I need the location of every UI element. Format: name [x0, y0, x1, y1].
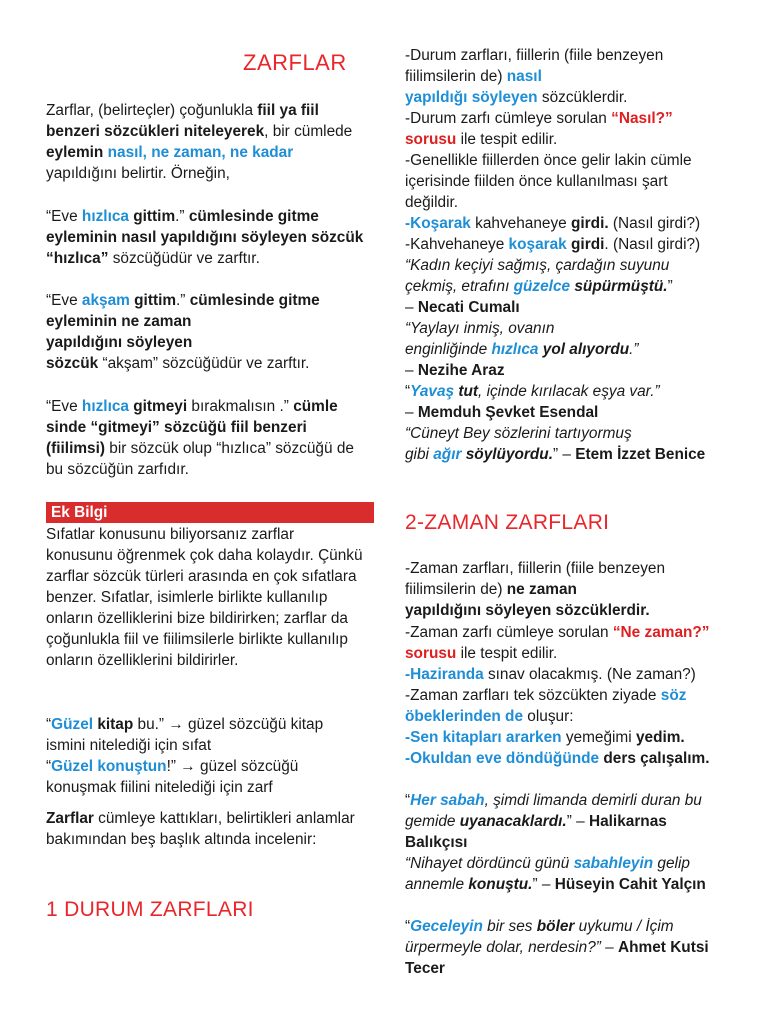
text-line: [46, 290, 364, 332]
text-segment: Ahmet Kutsi Tecer: [405, 939, 709, 977]
text-segment: oluşur:: [523, 708, 574, 725]
text-line: [405, 685, 723, 727]
text-segment: cümle sinde “gitmeyi” sözcüğü fiil benzeri (fiilimsi): [46, 398, 338, 457]
text-segment: “akşam” sözcüğüdür ve zarftır.: [98, 355, 310, 372]
text-segment: ” –: [532, 876, 555, 893]
quote-3: [405, 381, 723, 402]
text-segment: Hüseyin Cahit Yalçın: [554, 876, 706, 893]
text-line: [405, 664, 723, 685]
text-segment: hızlıca: [81, 398, 129, 415]
ek-bilgi-text: [46, 524, 364, 671]
text-segment: ile tespit edilir.: [456, 131, 558, 148]
text-segment: Her sabah: [410, 792, 485, 809]
example-3: [46, 396, 364, 480]
text-line: [405, 790, 723, 853]
quote-1: [405, 255, 723, 297]
text-line: [405, 727, 723, 748]
text-segment: , bir cümlede: [264, 123, 353, 140]
text-segment: yapıldığını söyleyen sözcüklerdir.: [405, 602, 650, 619]
text-segment: yol alıyordu: [542, 341, 630, 358]
text-segment: akşam: [81, 292, 130, 309]
text-segment: nasıl, ne zaman, ne kadar: [107, 144, 294, 161]
text-segment: konuştu.: [468, 876, 533, 893]
text-segment: -Zaman zarfları tek sözcükten ziyade: [405, 687, 661, 704]
text-line: [46, 714, 364, 756]
text-segment: enginliğinde: [405, 341, 492, 358]
text-segment: tut: [458, 383, 479, 400]
durum-ornek-2: [405, 234, 723, 255]
text-line: [405, 916, 723, 979]
text-segment: “: [405, 383, 411, 400]
text-segment: ne zaman: [506, 581, 577, 598]
text-segment: yapıldığı söyleyen: [405, 89, 538, 106]
text-segment: Yavaş: [410, 383, 455, 400]
text-segment: -Genellikle fiillerden önce gelir lakin cümle içerisinde fiilden önce kullanılması şart değildir.: [405, 152, 692, 211]
text-segment: Güzel: [51, 758, 94, 775]
text-line: [405, 297, 723, 318]
text-segment: kitap: [97, 716, 134, 733]
text-segment: nasıl: [506, 68, 542, 85]
text-line: [405, 423, 723, 444]
text-segment: sözcüklerdir.: [537, 89, 628, 106]
zaman-def-2: [405, 600, 723, 621]
closing-paragraph: [46, 808, 364, 850]
text-segment: Zarflar: [46, 810, 94, 827]
text-line: [405, 234, 723, 255]
text-segment: sözcük: [46, 355, 99, 372]
text-segment: “Eve: [46, 398, 82, 415]
text-segment: . (Nasıl girdi?): [604, 236, 701, 253]
text-segment: .”: [175, 208, 189, 225]
text-line: [405, 108, 723, 150]
text-segment: -Okuldan eve döndüğünde: [405, 750, 600, 767]
text-segment: “Nihayet dördüncü günü: [405, 855, 574, 872]
text-segment: söylüyordu.: [465, 446, 553, 463]
durum-def: [405, 45, 723, 87]
text-segment: .”: [629, 341, 639, 358]
text-line: [405, 748, 723, 769]
text-segment: “: [405, 918, 411, 935]
text-segment: “: [46, 716, 52, 733]
text-segment: Sıfatlar konusunu biliyorsanız zarflar konusunu öğrenmek çok daha kolaydır. Çünkü zarflar sözcük türleri arasında en çok sıfatlara benzer. Sıfatlar, isimlerle birlikte kullanılıp onların özelliklerini bize bildirirken; zarflar da çoğunlukla fiil ve fiilimsilerle birlikte kullanılıp onların özelliklerini bildirirler.: [46, 526, 363, 669]
quote-2-line2: [405, 339, 723, 360]
text-line: [405, 87, 723, 108]
text-segment: !” → güzel sözcüğü konuşmak fiilini nitelediği için zarf: [46, 758, 299, 796]
text-segment: -Koşarak: [405, 215, 471, 232]
text-line: [46, 756, 364, 798]
example-2: [46, 290, 364, 332]
text-segment: bu.” → güzel sözcüğü kitap ismini nitelediği için sıfat: [46, 716, 324, 754]
text-line: [405, 402, 723, 423]
note-sifat: [46, 714, 364, 756]
text-segment: -Durum zarfları, fiillerin (fiile benzeyen fiilimsilerin de): [405, 47, 664, 85]
text-segment: “Nasıl?” sorusu: [405, 110, 673, 148]
text-segment: ”: [667, 278, 673, 295]
durum-ornek-1: [405, 213, 723, 234]
text-segment: yapıldığını belirtir. Örneğin,: [46, 165, 230, 182]
text-segment: yemeğimi: [561, 729, 636, 746]
text-segment: –: [405, 299, 418, 316]
example-1: [46, 206, 364, 269]
text-segment: ders çalışalım.: [603, 750, 710, 767]
text-line: [405, 255, 723, 297]
example-2-line2: [46, 332, 364, 353]
text-segment: Halikarnas Balıkçısı: [405, 813, 667, 851]
quote-5: [405, 790, 723, 853]
text-line: [46, 206, 364, 269]
example-2-line3: [46, 353, 364, 374]
text-segment: gelip annemle: [405, 855, 690, 893]
text-segment: fiil ya fiil benzeri sözcükleri niteleyerek: [46, 102, 319, 140]
durum-def-2: [405, 87, 723, 108]
zaman-ornek-2: [405, 727, 723, 748]
text-line: [405, 339, 723, 360]
author-1: [405, 297, 723, 318]
zaman-ornek-1: [405, 664, 723, 685]
text-segment: girdi.: [571, 215, 609, 232]
text-segment: gibi: [405, 446, 434, 463]
text-line: [405, 381, 723, 402]
ek-bilgi-bar: Ek Bilgi: [46, 502, 374, 523]
text-segment: -Zaman zarfları, fiillerin (fiile benzeyen fiilimsilerin de): [405, 560, 666, 598]
text-segment: gitmeyi: [133, 398, 188, 415]
text-segment: konuştun: [97, 758, 167, 775]
text-segment: Güzel: [51, 716, 94, 733]
text-segment: .”: [176, 292, 190, 309]
text-segment: cümlesinde gitme eyleminin nasıl yapıldığını söyleyen sözcük “hızlıca”: [46, 208, 364, 267]
text-segment: yedim.: [635, 729, 685, 746]
text-segment: Geceleyin: [410, 918, 483, 935]
text-segment: , içinde kırılacak eşya var.”: [478, 383, 660, 400]
author-3: [405, 402, 723, 423]
text-segment: girdi: [571, 236, 605, 253]
text-segment: cümlesinde gitme eyleminin ne zaman: [46, 292, 320, 330]
zaman-def: [405, 558, 723, 600]
text-segment: hızlıca: [81, 208, 129, 225]
text-segment: “: [405, 792, 411, 809]
text-line: [405, 45, 723, 87]
page-title: ZARFLAR: [243, 50, 347, 75]
text-segment: bir sözcük olup “hızlıca” sözcüğü de bu sözcüğün zarfıdır.: [46, 440, 354, 478]
quote-7: [405, 916, 723, 979]
text-segment: “Cüneyt Bey sözlerini tartıyormuş: [405, 425, 632, 442]
text-line: [405, 853, 723, 895]
text-segment: Etem İzzet Benice: [575, 446, 706, 463]
text-segment: cümleye kattıkları, belirtikleri anlamlar bakımından beş başlık altında incelenir:: [46, 810, 355, 848]
text-segment: -Haziranda: [405, 666, 484, 683]
text-segment: gittim: [133, 208, 176, 225]
text-segment: süpürmüştü.: [574, 278, 668, 295]
quote-4-line2: [405, 444, 723, 465]
text-segment: güzelce: [513, 278, 571, 295]
text-segment: sabahleyin: [573, 855, 654, 872]
text-segment: uyanacaklardı.: [459, 813, 567, 830]
text-segment: kahvehaneye: [470, 215, 571, 232]
text-segment: gittim: [134, 292, 177, 309]
text-segment: söz öbeklerinden de: [405, 687, 687, 725]
text-segment: sözcüğüdür ve zarftır.: [108, 250, 260, 267]
text-segment: -Sen kitapları ararken: [405, 729, 562, 746]
text-segment: Memduh Şevket Esendal: [417, 404, 599, 421]
text-segment: (Nasıl girdi?): [608, 215, 701, 232]
text-segment: ” –: [566, 813, 589, 830]
text-segment: -Kahvehaneye: [405, 236, 509, 253]
text-segment: böler: [536, 918, 575, 935]
text-segment: Nezihe Araz: [417, 362, 505, 379]
text-segment: “Ne zaman?” sorusu: [405, 624, 710, 662]
heading-zaman-zarflari: 2-ZAMAN ZARFLARI: [405, 511, 610, 534]
text-segment: ağır: [433, 446, 462, 463]
text-segment: koşarak: [508, 236, 567, 253]
text-line: [405, 360, 723, 381]
text-segment: ” –: [552, 446, 576, 463]
text-segment: Necati Cumalı: [417, 299, 520, 316]
text-segment: , şimdi limanda demirli duran bu gemide: [405, 792, 702, 830]
text-segment: “: [46, 758, 52, 775]
text-line: [405, 213, 723, 234]
text-segment: uykumu / İçim ürpermeyle dolar, nerdesin?” –: [405, 918, 674, 956]
text-segment: “Eve: [46, 208, 82, 225]
text-segment: ile tespit edilir.: [456, 645, 558, 662]
durum-konum: [405, 150, 723, 213]
text-segment: “Kadın keçiyi sağmış, çardağın suyunu çekmiş, etrafını: [405, 257, 670, 295]
text-segment: yapıldığını söyleyen: [46, 334, 193, 351]
text-segment: –: [405, 362, 418, 379]
text-segment: “Yaylayı inmiş, ovanın: [405, 320, 555, 337]
text-segment: hızlıca: [491, 341, 539, 358]
text-segment: bırakmalısın .”: [187, 398, 294, 415]
durum-soru: [405, 108, 723, 150]
quote-2: [405, 318, 723, 339]
note-zarf: [46, 756, 364, 798]
text-segment: eylemin: [46, 144, 104, 161]
zaman-ornek-3: [405, 748, 723, 769]
text-line: [405, 318, 723, 339]
text-line: [46, 808, 364, 850]
zaman-soru: [405, 622, 723, 664]
text-line: [405, 622, 723, 664]
text-line: [46, 100, 364, 184]
text-segment: -Zaman zarfı cümleye sorulan: [405, 624, 613, 641]
text-line: [405, 150, 723, 213]
intro-paragraph: [46, 100, 364, 184]
text-line: [46, 353, 364, 374]
text-line: [46, 396, 364, 480]
text-segment: -Durum zarfı cümleye sorulan: [405, 110, 612, 127]
text-line: [405, 600, 723, 621]
quote-4: [405, 423, 723, 444]
text-line: [46, 524, 364, 671]
text-segment: Zarflar, (belirteçler) çoğunlukla: [46, 102, 258, 119]
quote-6: [405, 853, 723, 895]
text-segment: –: [405, 404, 418, 421]
text-line: [405, 444, 723, 465]
text-segment: “Eve: [46, 292, 82, 309]
zaman-obek: [405, 685, 723, 727]
heading-durum-zarflari: 1 DURUM ZARFLARI: [46, 898, 254, 921]
author-2: [405, 360, 723, 381]
text-segment: bir ses: [482, 918, 537, 935]
text-line: [405, 558, 723, 600]
text-line: [46, 332, 364, 353]
text-segment: sınav olacakmış. (Ne zaman?): [483, 666, 696, 683]
